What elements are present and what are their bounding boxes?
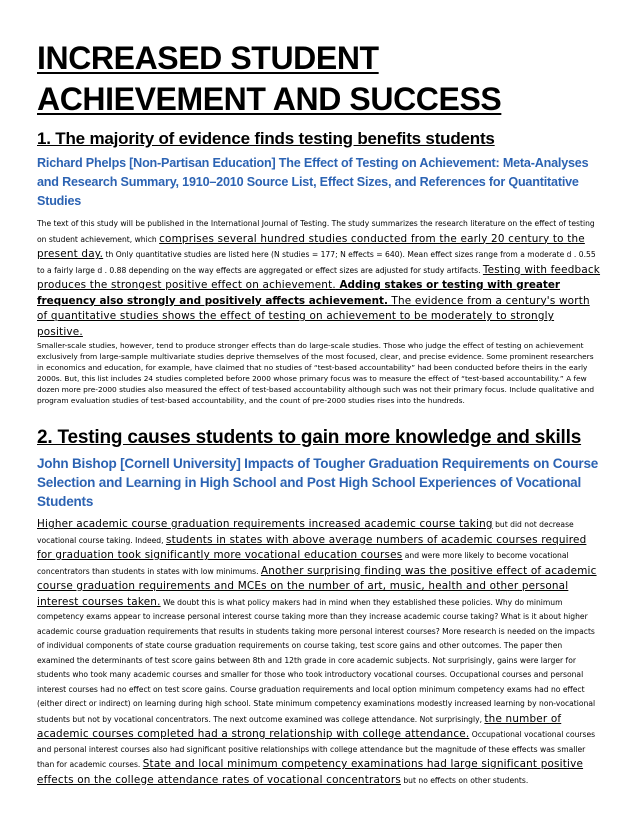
s2-underline-5: State and local minimum competency examinations had large significant positive effects on the college attendance rates of vocational concentrators bbox=[37, 758, 584, 786]
s2-text-5: but no effects on other students. bbox=[400, 775, 529, 785]
section-2-source-link[interactable]: John Bishop [Cornell University] Impacts of Tougher Graduation Requirements on Course Selection and Learning in High School and Post High School Experiences of Vocational Students bbox=[37, 456, 599, 509]
s1-text-a: The text of this study will be published in the International Journal of Testing. The study summarizes the research literature on the effect of testing on student achievement, which bbox=[37, 219, 595, 244]
s2-underline-4: the number of academic courses completed had a strong relationship with college attendance. bbox=[37, 712, 562, 740]
s1-underline-3: The evidence from a century's worth of quantitative studies shows the effect of testing on achievement to be moderately to strongly positive. bbox=[37, 294, 590, 338]
s2-text-1: but did not decrease vocational course taking. Indeed, bbox=[37, 520, 574, 545]
s2-text-4: Occupational vocational courses and personal interest courses also had significant positive relationships with college attendance but the magnitude of these effects was smaller than for academic courses. bbox=[37, 730, 596, 769]
section-1-source-link[interactable]: Richard Phelps [Non-Partisan Education] The Effect of Testing on Achievement: Meta-Analyses and Research Summary, 1910–2010 Source List, Effect Sizes, and References for Quantitative Studies bbox=[37, 156, 589, 208]
section-1-paragraph-2: Smaller-scale studies, however, tend to produce stronger effects than do large-scale studies. Those who judge the effect of testing on achievement exclusively from large-sample multivariate studies deprive themselves of the most focused, clear, and precise evidence. Some prominent researchers in economics and education, for example, have claimed that no studies of “test-based accountability” had been conducted before theirs in the early 2000s. But, this list includes 24 studies completed before 2000 whose primary focus was to measure the effect of “test-based accountability.” A few dozen more pre-2000 studies also measured the effect of test-based accountability although such was not their primary focus. Include qualitative and program evaluation studies of test-based accountability, and the count of pre-2000 studies rises into the hundreds. bbox=[37, 341, 595, 405]
s2-underline-3: Another surprising finding was the positive effect of academic course graduation requirements and MCEs on the number of art, music, health and other personal interest courses taken. bbox=[37, 564, 597, 608]
s2-underline-2: students in states with above average numbers of academic courses required for graduation took significantly more vocational education courses bbox=[37, 533, 587, 561]
s2-text-3: We doubt this is what policy makers had in mind when they established these policies. Why do minimum competency exams appear to increase personal interest course taking more than they increase academic course taking? What is it about higher academic course graduation requirements that results in students taking more personal interest courses? More research is needed on the impacts of individual components of state course graduation requirements on course taking, test score gains and other outcomes. The paper then examined the determinants of test score gains between 8th and 12th grade in core academic subjects. Not surprisingly, gains were larger for students who took many academic courses and smaller for those who took introductory vocational courses. Occupational courses and personal interest courses had no effect on test score gains. Course graduation requirements and local option minimum competency exams had no effect (either direct or indirect) on learning during high school. State minimum competency examinations modestly increased learning by non-vocational students but not by vocational concentrators. The next outcome examined was college attendance. Not surprisingly, bbox=[37, 597, 596, 724]
s1-text-b: th Only quantitative studies are listed here (N studies = 177; N effects = 640). Mean effect sizes range from a moderate d . 0.55 to a fairly large d . 0.88 depending on the way effects are aggregated or effect sizes are adjusted for study artifacts. bbox=[37, 250, 596, 275]
section-2-heading: 2. Testing causes students to gain more knowledge and skills bbox=[37, 427, 582, 448]
document-page bbox=[37, 38, 602, 788]
s2-text-2: and were more likely to become vocational concentrators than students in states with low minimums. bbox=[37, 551, 569, 576]
s2-underline-1: Higher academic course graduation requirements increased academic course taking bbox=[37, 518, 493, 530]
section-1-paragraph-1 bbox=[37, 217, 602, 340]
document-title bbox=[37, 38, 602, 120]
s1-underline-bold: Adding stakes or testing with greater frequency also strongly and positively affects achievement. bbox=[37, 279, 561, 307]
s1-underline-2: Testing with feedback produces the strongest positive effect on achievement. bbox=[37, 263, 601, 291]
section-2-paragraph bbox=[37, 517, 602, 788]
title-line-1: INCREASED STUDENT bbox=[37, 40, 379, 76]
title-line-2: ACHIEVEMENT AND SUCCESS bbox=[37, 81, 502, 117]
s1-underline-1: comprises several hundred studies conducted from the early 20 century to the present day. bbox=[37, 232, 585, 260]
section-1-heading: 1. The majority of evidence finds testing benefits students bbox=[37, 129, 495, 148]
